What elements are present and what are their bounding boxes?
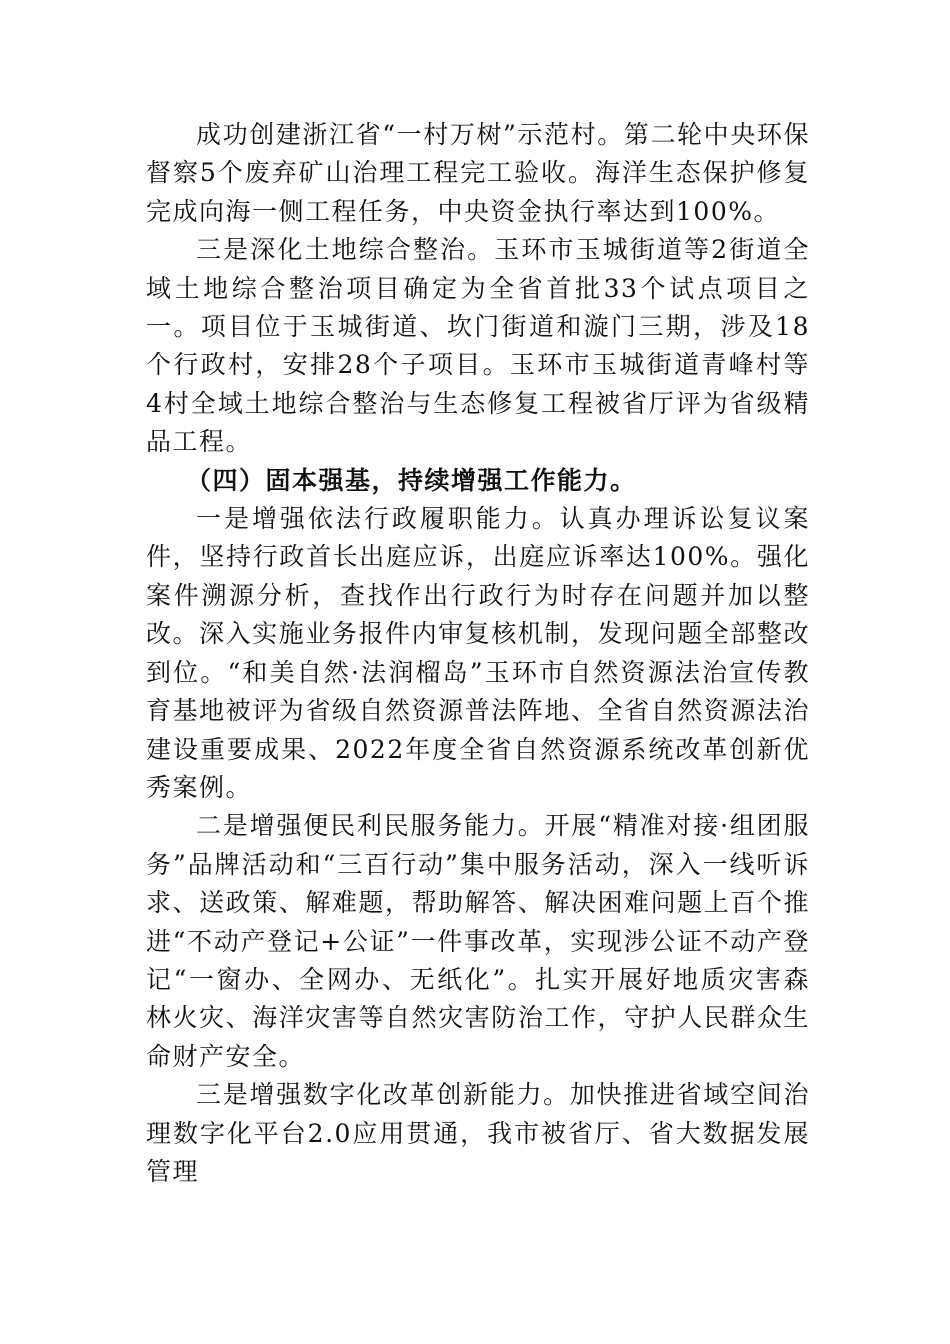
- paragraph-public-service: 二是增强便民利民服务能力。开展“精准对接·组团服务”品牌活动和“三百行动”集中服务活动，深入一线听诉求、送政策、解难题，帮助解答、解决困难问题上百个推进“不动产登记+公证”一件事改革，实现涉公证不动产登记“一窗办、全网办、无纸化”。扎实开展好地质灾害森林火灾、海洋灾害等自然灾害防治工作，守护人民群众生命财产安全。: [146, 811, 810, 1071]
- paragraph-land-consolidation: 三是深化土地综合整治。玉环市玉城街道等2街道全域土地综合整治项目确定为全省首批33个试点项目之一。项目位于玉城街道、坎门街道和漩门三期，涉及18个行政村，安排28个子项目。玉环市玉城街道青峰村等 4村全域土地综合整治与生态修复工程被省厅评为省级精品工程。: [146, 235, 810, 457]
- paragraph-village-ecology: 成功创建浙江省“一村万树”示范村。第二轮中央环保督察5个废弃矿山治理工程完工验收。海洋生态保护修复完成向海一侧工程任务，中央资金执行率达到100%。: [146, 120, 810, 226]
- paragraph-legal-administration: 一是增强依法行政履职能力。认真办理诉讼复议案件，坚持行政首长出庭应诉，出庭应诉率达100%。强化案件溯源分析，查找作出行政行为时存在问题并加以整改。深入实施业务报件内审复核机制，发现问题全部整改到位。“和美自然·法润榴岛”玉环市自然资源法治宣传教育基地被评为省级自然资源普法阵地、全省自然资源法治建设重要成果、2022年度全省自然资源系统改革创新优秀案例。: [146, 504, 810, 802]
- paragraph-digital-reform: 三是增强数字化改革创新能力。加快推进省域空间治理数字化平台2.0应用贯通，我市被省厅、省大数据发展管理: [146, 1080, 810, 1186]
- section-heading-capacity: （四）固本强基，持续增强工作能力。: [186, 465, 637, 495]
- document-body: [146, 116, 810, 1191]
